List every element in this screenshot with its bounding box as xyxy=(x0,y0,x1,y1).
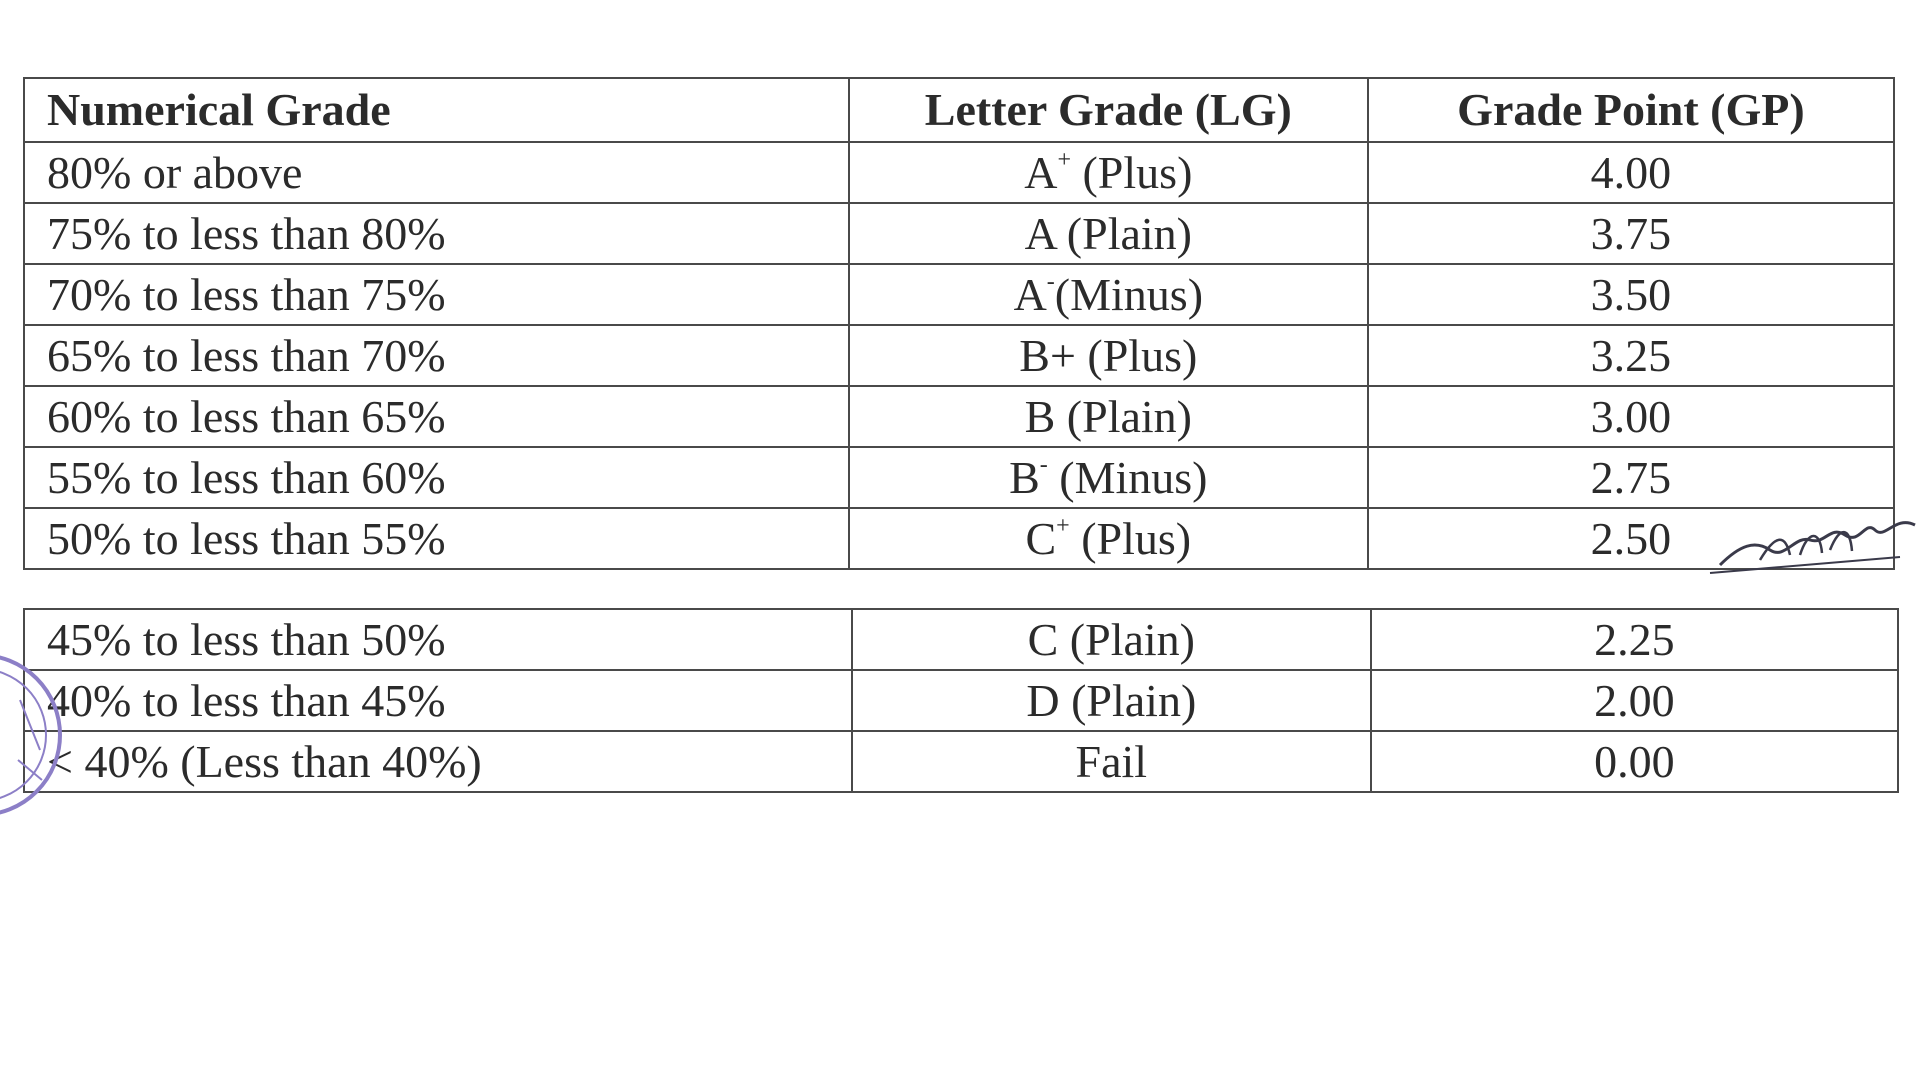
cell-grade-point: 0.00 xyxy=(1371,731,1898,792)
cell-grade-point: 3.25 xyxy=(1368,325,1894,386)
stamp-seal xyxy=(0,640,70,830)
cell-numerical-grade: 60% to less than 65% xyxy=(24,386,849,447)
letter-grade-base: B (Plain) xyxy=(1024,390,1192,442)
cell-letter-grade xyxy=(852,670,1371,731)
cell-letter-grade xyxy=(849,142,1368,203)
cell-letter-grade xyxy=(849,325,1368,386)
cell-grade-point: 3.00 xyxy=(1368,386,1894,447)
cell-letter-grade xyxy=(849,264,1368,325)
cell-grade-point: 2.50 xyxy=(1368,508,1894,569)
table-header-row xyxy=(24,78,1894,142)
letter-grade-modifier: - xyxy=(1046,268,1055,295)
letter-grade-base: Fail xyxy=(1075,735,1148,787)
table-row xyxy=(24,264,1894,325)
letter-grade-base: C (Plain) xyxy=(1027,613,1195,665)
cell-letter-grade xyxy=(849,508,1368,569)
cell-letter-grade xyxy=(852,609,1371,670)
table-row xyxy=(24,731,1898,792)
cell-numerical-grade: 75% to less than 80% xyxy=(24,203,849,264)
cell-numerical-grade: 70% to less than 75% xyxy=(24,264,849,325)
cell-letter-grade xyxy=(849,386,1368,447)
letter-grade-base: A xyxy=(1013,268,1047,320)
cell-numerical-grade: 55% to less than 60% xyxy=(24,447,849,508)
cell-numerical-grade: < 40% (Less than 40%) xyxy=(24,731,852,792)
cell-grade-point: 2.75 xyxy=(1368,447,1894,508)
cell-numerical-grade: 50% to less than 55% xyxy=(24,508,849,569)
letter-grade-base: A xyxy=(1024,146,1058,198)
grading-table-bottom xyxy=(23,608,1899,793)
cell-numerical-grade: 65% to less than 70% xyxy=(24,325,849,386)
table-row xyxy=(24,447,1894,508)
cell-grade-point: 4.00 xyxy=(1368,142,1894,203)
letter-grade-base: B+ (Plus) xyxy=(1019,329,1198,381)
cell-grade-point: 3.50 xyxy=(1368,264,1894,325)
letter-grade-modifier: + xyxy=(1056,512,1070,539)
table-row xyxy=(24,325,1894,386)
letter-grade-label: (Plus) xyxy=(1070,146,1193,198)
letter-grade-base: C xyxy=(1025,512,1057,564)
table-row xyxy=(24,508,1894,569)
signature-mark xyxy=(1700,505,1920,575)
cell-letter-grade xyxy=(849,447,1368,508)
cell-grade-point: 2.00 xyxy=(1371,670,1898,731)
letter-grade-modifier: - xyxy=(1039,451,1048,478)
table-row xyxy=(24,203,1894,264)
cell-letter-grade xyxy=(852,731,1371,792)
cell-numerical-grade: 45% to less than 50% xyxy=(24,609,852,670)
letter-grade-base: B xyxy=(1009,451,1040,503)
table-row xyxy=(24,609,1898,670)
letter-grade-base: A (Plain) xyxy=(1024,207,1192,259)
letter-grade-base: D (Plain) xyxy=(1026,674,1197,726)
cell-letter-grade xyxy=(849,203,1368,264)
table-row xyxy=(24,142,1894,203)
cell-numerical-grade: 40% to less than 45% xyxy=(24,670,852,731)
table-row xyxy=(24,670,1898,731)
letter-grade-label: (Minus) xyxy=(1054,268,1204,320)
header-grade-point: Grade Point (GP) xyxy=(1368,78,1894,142)
letter-grade-modifier: + xyxy=(1057,146,1071,173)
grading-table-top xyxy=(23,77,1895,570)
header-numerical-grade: Numerical Grade xyxy=(24,78,849,142)
letter-grade-label: (Plus) xyxy=(1069,512,1192,564)
cell-grade-point: 2.25 xyxy=(1371,609,1898,670)
letter-grade-label: (Minus) xyxy=(1047,451,1208,503)
cell-grade-point: 3.75 xyxy=(1368,203,1894,264)
cell-numerical-grade: 80% or above xyxy=(24,142,849,203)
table-row xyxy=(24,386,1894,447)
header-letter-grade: Letter Grade (LG) xyxy=(849,78,1368,142)
